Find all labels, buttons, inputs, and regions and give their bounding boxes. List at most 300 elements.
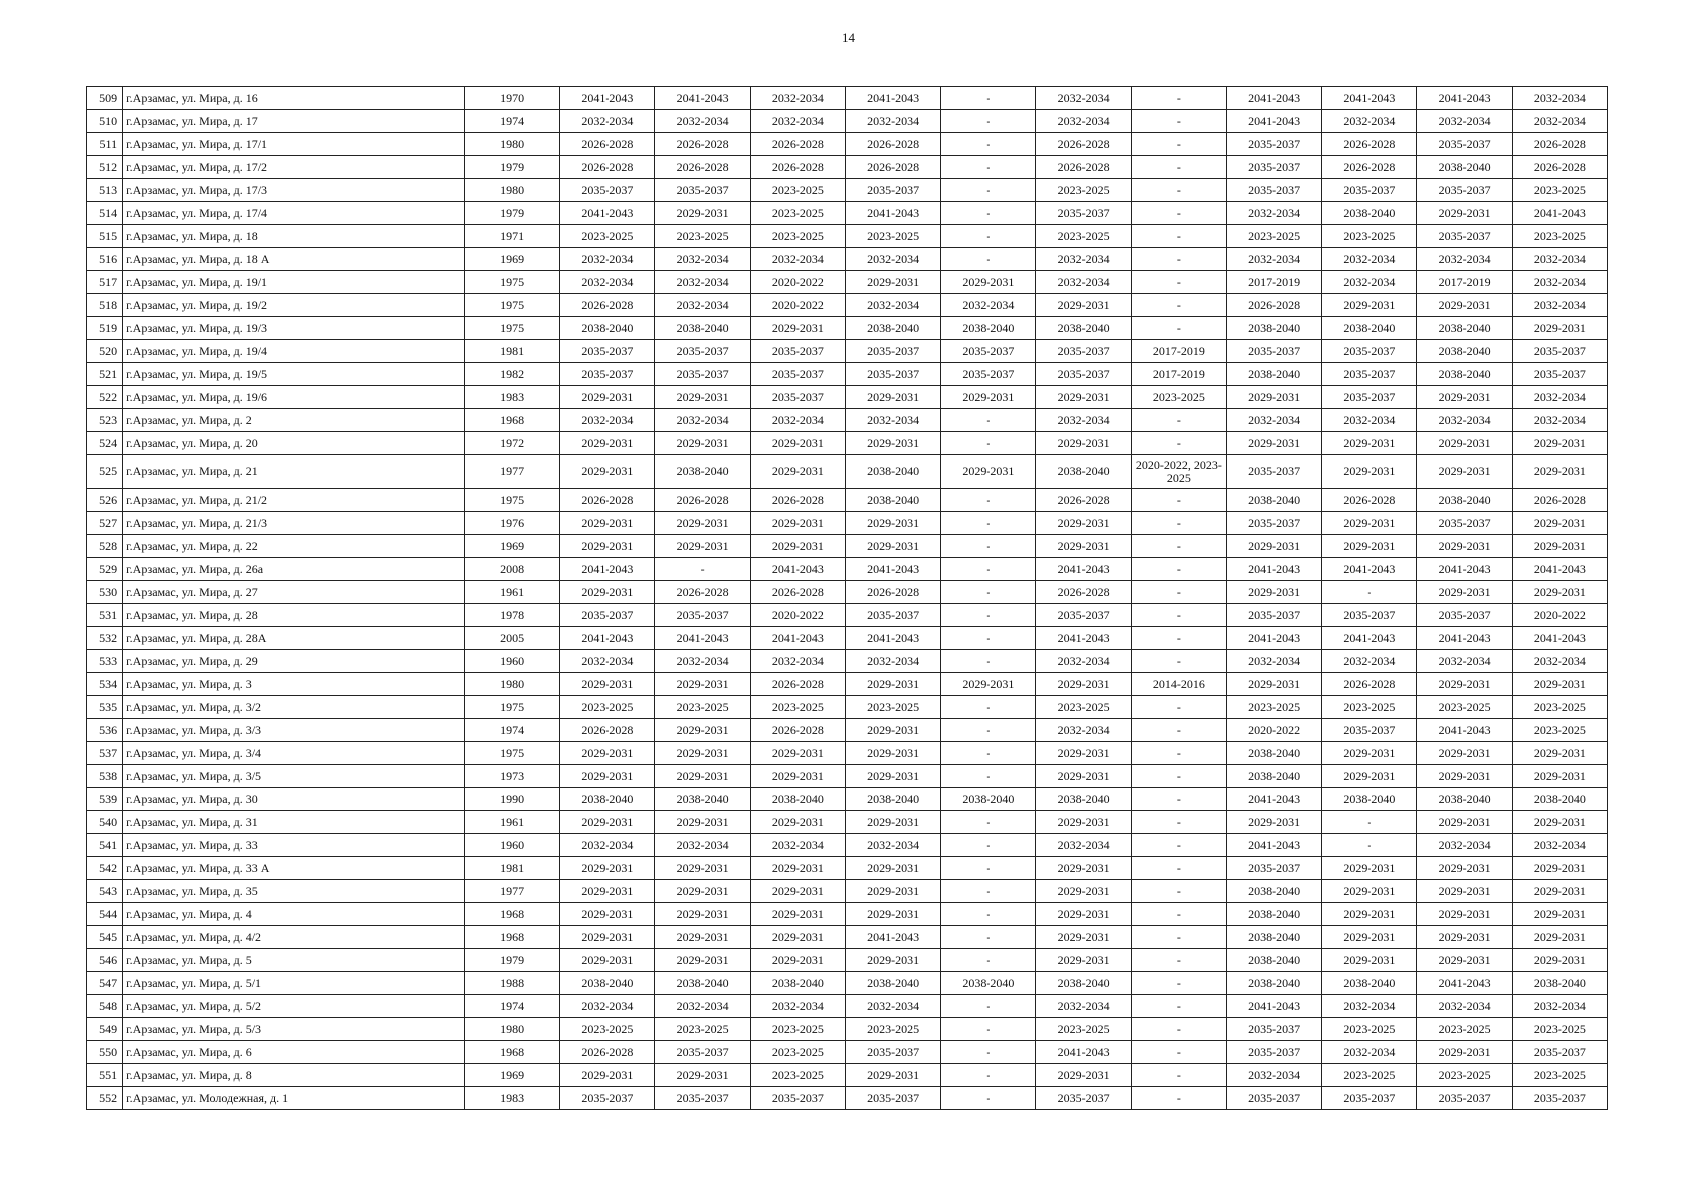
year-built-cell: 1968 [464,409,559,432]
period-cell: 2035-2037 [1417,604,1512,627]
year-built-cell: 1983 [464,1087,559,1110]
table-row [87,604,1608,627]
period-cell: 2029-2031 [560,903,655,926]
period-cell: 2029-2031 [1417,202,1512,225]
period-cell: 2029-2031 [655,512,750,535]
period-cell: 2035-2037 [1322,363,1417,386]
period-cell: 2035-2037 [655,1087,750,1110]
period-cell: 2029-2031 [655,742,750,765]
period-cell: 2032-2034 [845,248,940,271]
period-cell: 2029-2031 [560,880,655,903]
period-cell: 2035-2037 [560,1087,655,1110]
table-row [87,949,1608,972]
period-cell: - [941,650,1036,673]
period-cell: 2038-2040 [1322,317,1417,340]
period-cell: - [941,535,1036,558]
table-row [87,110,1608,133]
table-row [87,202,1608,225]
address-cell: г.Арзамас, ул. Мира, д. 5/2 [123,995,465,1018]
period-cell: 2029-2031 [1417,949,1512,972]
period-cell: 2035-2037 [1226,133,1321,156]
period-cell: 2032-2034 [1322,409,1417,432]
table-row [87,156,1608,179]
table-row [87,489,1608,512]
period-cell: 2032-2034 [1226,1064,1321,1087]
row-number-cell: 516 [87,248,123,271]
period-cell: 2035-2037 [1322,604,1417,627]
period-cell: 2035-2037 [1036,202,1131,225]
address-cell: г.Арзамас, ул. Мира, д. 17 [123,110,465,133]
row-number-cell: 513 [87,179,123,202]
address-cell: г.Арзамас, ул. Мира, д. 3/4 [123,742,465,765]
period-cell: 2041-2043 [750,627,845,650]
period-cell: 2041-2043 [1417,87,1512,110]
period-cell: 2029-2031 [655,1064,750,1087]
table-row [87,363,1608,386]
period-cell: 2023-2025 [750,202,845,225]
period-cell: 2029-2031 [655,432,750,455]
period-cell: 2029-2031 [1417,926,1512,949]
period-cell: 2029-2031 [1512,949,1607,972]
period-cell: 2029-2031 [655,535,750,558]
year-built-cell: 1976 [464,512,559,535]
period-cell: - [1131,581,1226,604]
row-number-cell: 526 [87,489,123,512]
period-cell: 2038-2040 [655,788,750,811]
period-cell: - [941,903,1036,926]
year-built-cell: 1969 [464,535,559,558]
period-cell: 2032-2034 [655,271,750,294]
period-cell: 2017-2019 [1131,340,1226,363]
period-cell: 2023-2025 [1512,719,1607,742]
period-cell: 2038-2040 [845,317,940,340]
period-cell: 2038-2040 [845,788,940,811]
period-cell: 2029-2031 [1512,811,1607,834]
address-cell: г.Арзамас, ул. Мира, д. 4/2 [123,926,465,949]
period-cell: 2029-2031 [1226,673,1321,696]
period-cell: 2032-2034 [750,409,845,432]
period-cell: 2023-2025 [1322,1064,1417,1087]
period-cell: 2029-2031 [1036,535,1131,558]
period-cell: 2032-2034 [1226,248,1321,271]
period-cell: 2029-2031 [1417,386,1512,409]
period-cell: - [941,409,1036,432]
address-cell: г.Арзамас, ул. Мира, д. 19/2 [123,294,465,317]
period-cell: 2035-2037 [941,363,1036,386]
period-cell: 2023-2025 [655,696,750,719]
period-cell: 2032-2034 [1417,995,1512,1018]
period-cell: 2032-2034 [1417,409,1512,432]
row-number-cell: 530 [87,581,123,604]
period-cell: 2026-2028 [1036,133,1131,156]
period-cell: 2038-2040 [1417,489,1512,512]
period-cell: - [941,225,1036,248]
period-cell: 2032-2034 [560,409,655,432]
address-cell: г.Арзамас, ул. Мира, д. 3 [123,673,465,696]
period-cell: 2041-2043 [1512,558,1607,581]
period-cell: - [1131,857,1226,880]
table-row [87,455,1608,489]
period-cell: - [941,1018,1036,1041]
year-built-cell: 1980 [464,133,559,156]
period-cell: 2032-2034 [941,294,1036,317]
year-built-cell: 1974 [464,995,559,1018]
period-cell: 2029-2031 [1417,673,1512,696]
period-cell: - [941,696,1036,719]
period-cell: 2038-2040 [1417,156,1512,179]
period-cell: 2029-2031 [1036,432,1131,455]
period-cell: 2032-2034 [1036,650,1131,673]
period-cell: 2038-2040 [1226,903,1321,926]
address-cell: г.Арзамас, ул. Мира, д. 21 [123,455,465,489]
period-cell: 2023-2025 [750,1064,845,1087]
period-cell: 2029-2031 [1322,455,1417,489]
period-cell: 2026-2028 [560,489,655,512]
period-cell: - [1131,535,1226,558]
period-cell: 2032-2034 [750,834,845,857]
table-row [87,972,1608,995]
period-cell: 2041-2043 [1226,834,1321,857]
period-cell: 2041-2043 [1226,558,1321,581]
period-cell: 2029-2031 [1417,880,1512,903]
table-row [87,271,1608,294]
year-built-cell: 1990 [464,788,559,811]
period-cell: 2029-2031 [750,742,845,765]
period-cell: 2032-2034 [750,87,845,110]
year-built-cell: 1977 [464,880,559,903]
period-cell: 2038-2040 [1226,489,1321,512]
period-cell: 2020-2022 [1226,719,1321,742]
period-cell: - [1131,248,1226,271]
period-cell: 2041-2043 [1226,87,1321,110]
period-cell: 2029-2031 [1417,742,1512,765]
period-cell: 2035-2037 [845,604,940,627]
period-cell: 2041-2043 [1512,202,1607,225]
period-cell: 2041-2043 [845,627,940,650]
period-cell: - [941,880,1036,903]
period-cell: 2035-2037 [655,340,750,363]
row-number-cell: 543 [87,880,123,903]
address-cell: г.Арзамас, ул. Мира, д. 19/3 [123,317,465,340]
address-cell: г.Арзамас, ул. Мира, д. 33 [123,834,465,857]
period-cell: 2041-2043 [845,87,940,110]
period-cell: 2029-2031 [1036,294,1131,317]
period-cell: 2032-2034 [750,650,845,673]
period-cell: 2026-2028 [655,581,750,604]
period-cell: 2032-2034 [845,294,940,317]
period-cell: 2029-2031 [1036,903,1131,926]
period-cell: 2032-2034 [1417,248,1512,271]
address-cell: г.Арзамас, ул. Мира, д. 5/3 [123,1018,465,1041]
year-built-cell: 1979 [464,949,559,972]
period-cell: 2023-2025 [750,696,845,719]
period-cell: 2029-2031 [1417,765,1512,788]
year-built-cell: 1975 [464,489,559,512]
address-cell: г.Арзамас, ул. Мира, д. 2 [123,409,465,432]
period-cell: 2038-2040 [1226,742,1321,765]
table-row [87,742,1608,765]
period-cell: 2029-2031 [1512,455,1607,489]
period-cell: 2035-2037 [560,604,655,627]
period-cell: 2029-2031 [1512,926,1607,949]
period-cell: 2029-2031 [845,432,940,455]
address-cell: г.Арзамас, ул. Мира, д. 16 [123,87,465,110]
year-built-cell: 1968 [464,1041,559,1064]
period-cell: 2029-2031 [1417,903,1512,926]
period-cell: - [1131,604,1226,627]
period-cell: 2023-2025 [560,1018,655,1041]
period-cell: 2038-2040 [941,788,1036,811]
period-cell: 2032-2034 [1226,409,1321,432]
row-number-cell: 541 [87,834,123,857]
row-number-cell: 517 [87,271,123,294]
period-cell: 2023-2025 [1226,696,1321,719]
period-cell: 2035-2037 [1512,1087,1607,1110]
table-row [87,87,1608,110]
period-cell: 2032-2034 [1036,409,1131,432]
period-cell: 2029-2031 [1036,811,1131,834]
period-cell: 2023-2025 [1512,179,1607,202]
table-row [87,179,1608,202]
period-cell: 2032-2034 [1322,650,1417,673]
period-cell: - [941,604,1036,627]
period-cell: 2029-2031 [1036,880,1131,903]
period-cell: 2035-2037 [655,604,750,627]
table-row [87,627,1608,650]
period-cell: 2029-2031 [1322,535,1417,558]
period-cell: - [1131,834,1226,857]
year-built-cell: 1975 [464,294,559,317]
period-cell: 2029-2031 [1512,857,1607,880]
period-cell: 2029-2031 [845,811,940,834]
address-cell: г.Арзамас, ул. Мира, д. 19/5 [123,363,465,386]
period-cell: 2038-2040 [1226,317,1321,340]
address-cell: г.Арзамас, ул. Мира, д. 20 [123,432,465,455]
period-cell: 2038-2040 [1226,926,1321,949]
period-cell: 2032-2034 [1322,1041,1417,1064]
period-cell: 2029-2031 [560,926,655,949]
period-cell: 2032-2034 [1322,995,1417,1018]
period-cell: 2029-2031 [1417,294,1512,317]
period-cell: 2032-2034 [655,294,750,317]
table-row [87,248,1608,271]
period-cell: - [1131,926,1226,949]
period-cell: 2029-2031 [1036,386,1131,409]
period-cell: 2035-2037 [1322,340,1417,363]
year-built-cell: 1980 [464,179,559,202]
period-cell: - [1131,972,1226,995]
period-cell: 2026-2028 [1512,156,1607,179]
period-cell: 2026-2028 [1322,489,1417,512]
period-cell: 2026-2028 [1322,673,1417,696]
period-cell: 2041-2043 [1226,110,1321,133]
period-cell: 2041-2043 [655,627,750,650]
row-number-cell: 542 [87,857,123,880]
period-cell: 2035-2037 [750,1087,845,1110]
period-cell: 2029-2031 [750,949,845,972]
row-number-cell: 535 [87,696,123,719]
period-cell: 2029-2031 [750,317,845,340]
address-cell: г.Арзамас, ул. Мира, д. 4 [123,903,465,926]
period-cell: 2029-2031 [1417,455,1512,489]
table-row [87,535,1608,558]
year-built-cell: 1968 [464,903,559,926]
period-cell: 2041-2043 [1226,627,1321,650]
period-cell: 2041-2043 [845,926,940,949]
period-cell: 2038-2040 [655,972,750,995]
period-cell: - [1131,409,1226,432]
period-cell: - [1131,995,1226,1018]
period-cell: 2029-2031 [1036,857,1131,880]
year-built-cell: 1982 [464,363,559,386]
period-cell: 2032-2034 [750,248,845,271]
period-cell: 2029-2031 [655,880,750,903]
period-cell: - [1131,1087,1226,1110]
period-cell: 2029-2031 [845,1064,940,1087]
period-cell: 2029-2031 [655,949,750,972]
period-cell: 2014-2016 [1131,673,1226,696]
period-cell: 2032-2034 [1036,110,1131,133]
period-cell: 2035-2037 [1036,1087,1131,1110]
period-cell: 2041-2043 [1322,558,1417,581]
period-cell: 2029-2031 [560,581,655,604]
period-cell: 2026-2028 [1036,581,1131,604]
period-cell: 2038-2040 [941,317,1036,340]
year-built-cell: 1975 [464,317,559,340]
row-number-cell: 525 [87,455,123,489]
period-cell: 2035-2037 [1417,133,1512,156]
period-cell: 2038-2040 [560,972,655,995]
period-cell: 2035-2037 [750,386,845,409]
period-cell: - [941,1087,1036,1110]
period-cell: 2029-2031 [941,386,1036,409]
period-cell: 2041-2043 [1512,627,1607,650]
period-cell: 2038-2040 [845,489,940,512]
period-cell: 2029-2031 [560,742,655,765]
period-cell: 2029-2031 [941,455,1036,489]
row-number-cell: 546 [87,949,123,972]
period-cell: 2026-2028 [750,156,845,179]
year-built-cell: 1979 [464,156,559,179]
period-cell: 2035-2037 [1417,512,1512,535]
period-cell: 2029-2031 [1512,512,1607,535]
year-built-cell: 1981 [464,340,559,363]
period-cell: 2032-2034 [1512,271,1607,294]
period-cell: 2035-2037 [845,340,940,363]
period-cell: 2038-2040 [1036,788,1131,811]
table-row [87,926,1608,949]
address-cell: г.Арзамас, ул. Мира, д. 18 [123,225,465,248]
period-cell: 2032-2034 [845,110,940,133]
period-cell: 2038-2040 [1417,340,1512,363]
period-cell: 2035-2037 [1322,179,1417,202]
row-number-cell: 538 [87,765,123,788]
period-cell: - [1131,512,1226,535]
period-cell: 2026-2028 [750,133,845,156]
period-cell: - [941,1064,1036,1087]
period-cell: 2038-2040 [1036,455,1131,489]
row-number-cell: 529 [87,558,123,581]
period-cell: 2029-2031 [845,512,940,535]
period-cell: 2029-2031 [750,512,845,535]
period-cell: 2026-2028 [1036,489,1131,512]
year-built-cell: 1961 [464,581,559,604]
period-cell: 2029-2031 [1036,926,1131,949]
period-cell: 2035-2037 [1322,386,1417,409]
table-row [87,1064,1608,1087]
period-cell: 2032-2034 [1036,271,1131,294]
table-row [87,857,1608,880]
period-cell: 2035-2037 [1226,1087,1321,1110]
period-cell: 2035-2037 [655,1041,750,1064]
period-cell: 2029-2031 [560,949,655,972]
period-cell: - [1131,110,1226,133]
table-row [87,294,1608,317]
period-cell: 2026-2028 [1512,489,1607,512]
period-cell: 2029-2031 [655,926,750,949]
period-cell: 2041-2043 [560,87,655,110]
period-cell: 2038-2040 [941,972,1036,995]
period-cell: 2029-2031 [1226,432,1321,455]
period-cell: 2020-2022 [750,271,845,294]
row-number-cell: 522 [87,386,123,409]
period-cell: 2038-2040 [655,455,750,489]
year-built-cell: 1988 [464,972,559,995]
period-cell: 2023-2025 [750,1018,845,1041]
address-cell: г.Арзамас, ул. Молодежная, д. 1 [123,1087,465,1110]
period-cell: 2029-2031 [1322,765,1417,788]
period-cell: 2035-2037 [845,363,940,386]
period-cell: 2023-2025 [655,225,750,248]
year-built-cell: 1977 [464,455,559,489]
period-cell: 2038-2040 [750,788,845,811]
period-cell: 2035-2037 [1036,340,1131,363]
period-cell: 2041-2043 [750,558,845,581]
period-cell: - [941,926,1036,949]
period-cell: 2029-2031 [750,432,845,455]
table-row [87,409,1608,432]
period-cell: 2023-2025 [1036,225,1131,248]
table-row [87,512,1608,535]
period-cell: 2029-2031 [560,765,655,788]
row-number-cell: 549 [87,1018,123,1041]
period-cell: - [941,719,1036,742]
period-cell: 2032-2034 [1512,87,1607,110]
period-cell: 2041-2043 [1417,627,1512,650]
address-cell: г.Арзамас, ул. Мира, д. 17/4 [123,202,465,225]
period-cell: 2026-2028 [845,581,940,604]
period-cell: 2020-2022 [750,604,845,627]
period-cell: 2026-2028 [1226,294,1321,317]
year-built-cell: 1972 [464,432,559,455]
period-cell: 2032-2034 [1036,248,1131,271]
period-cell: 2029-2031 [750,903,845,926]
period-cell: - [1131,719,1226,742]
period-cell: 2038-2040 [1322,788,1417,811]
period-cell: 2041-2043 [1417,558,1512,581]
table-row [87,432,1608,455]
table-row [87,581,1608,604]
period-cell: 2029-2031 [1322,512,1417,535]
period-cell: 2023-2025 [1036,696,1131,719]
year-built-cell: 1974 [464,110,559,133]
period-cell: 2035-2037 [655,363,750,386]
period-cell: 2029-2031 [1322,294,1417,317]
period-cell: 2029-2031 [560,811,655,834]
period-cell: 2038-2040 [1226,972,1321,995]
period-cell: 2032-2034 [560,834,655,857]
period-cell: 2029-2031 [1417,1041,1512,1064]
